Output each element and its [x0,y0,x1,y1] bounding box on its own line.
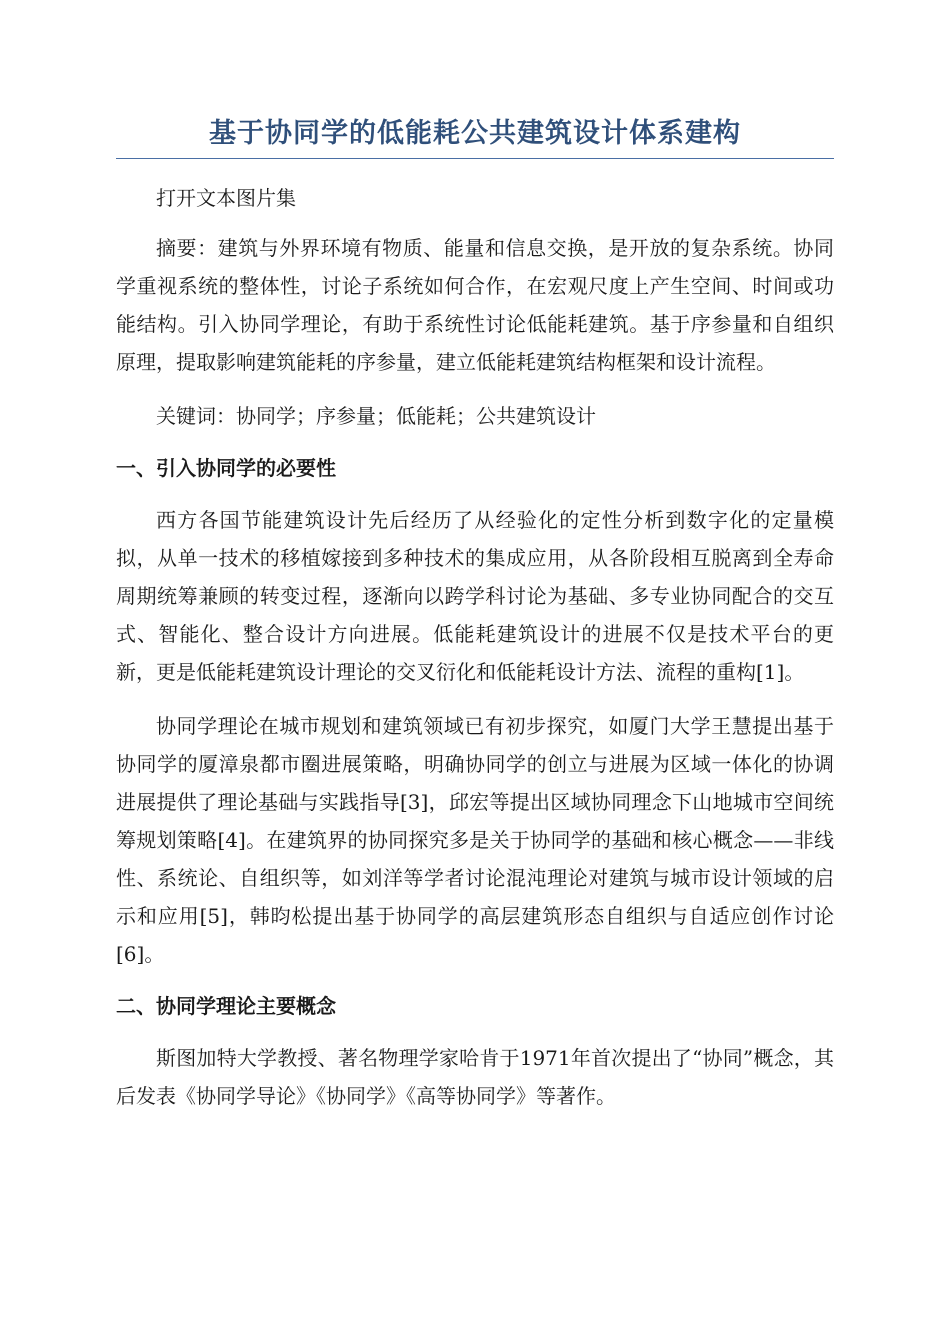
section-heading-2: 二、协同学理论主要概念 [116,994,336,1018]
keywords-paragraph: 关键词：协同学；序参量；低能耗；公共建筑设计 [156,404,596,428]
body-paragraph: 斯图加特大学教授、著名物理学家哈肯于1971年首次提出了“协同”概念，其后发表《协同学导论》《协同学》《高等协同学》等著作。 [116,1046,834,1108]
body-paragraph: 西方各国节能建筑设计先后经历了从经验化的定性分析到数字化的定量模拟，从单一技术的移植嫁接到多种技术的集成应用，从各阶段相互脱离到全寿命周期统筹兼顾的转变过程，逐渐向以跨学科讨论为基础、多专业协同配合的交互式、智能化、整合设计方向进展。低能耗建筑设计的进展不仅是技术平台的更新，更是低能耗建筑设计理论的交叉衍化和低能耗设计方法、流程的重构[1]。 [116,508,834,684]
section-heading-1: 一、引入协同学的必要性 [116,456,336,480]
document-title: 基于协同学的低能耗公共建筑设计体系建构 [209,118,741,149]
title-underline [116,158,834,159]
open-gallery-link[interactable]: 打开文本图片集 [156,186,296,210]
document-page [116,112,834,1115]
abstract-paragraph: 摘要：建筑与外界环境有物质、能量和信息交换，是开放的复杂系统。协同学重视系统的整体性，讨论子系统如何合作，在宏观尺度上产生空间、时间或功能结构。引入协同学理论，有助于系统性讨论低能耗建筑。基于序参量和自组织原理，提取影响建筑能耗的序参量，建立低能耗建筑结构框架和设计流程。 [116,236,834,374]
body-paragraph: 协同学理论在城市规划和建筑领域已有初步探究，如厦门大学王慧提出基于协同学的厦漳泉都市圈进展策略，明确协同学的创立与进展为区域一体化的协调进展提供了理论基础与实践指导[3]，邱宏等提出区域协同理念下山地城市空间统筹规划策略[4]。在建筑界的协同探究多是关于协同学的基础和核心概念——非线性、系统论、自组织等，如刘洋等学者讨论混沌理论对建筑与城市设计领域的启示和应用[5]，韩昀松提出基于协同学的高层建筑形态自组织与自适应创作讨论[6]。 [116,714,834,966]
